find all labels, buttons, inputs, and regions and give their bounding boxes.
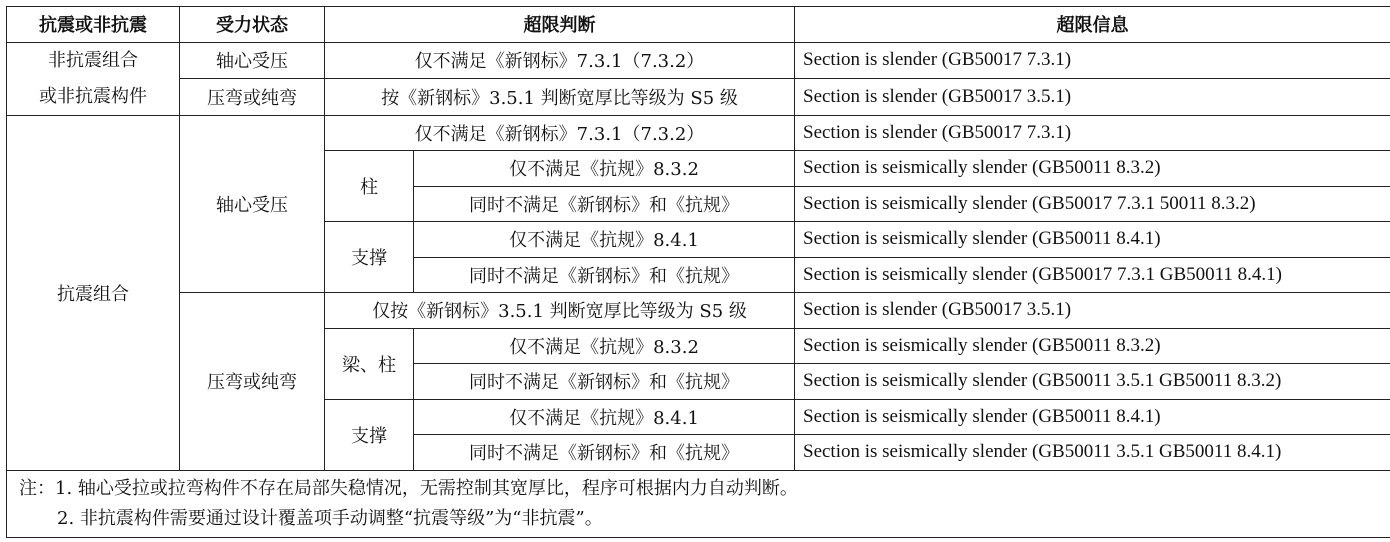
info-cell: Section is seismically slender (GB50017 7.3.1 GB50011 8.4.1) (795, 257, 1390, 293)
info-cell: Section is seismically slender (GB50017 7.3.1 50011 8.3.2) (795, 186, 1390, 222)
info-cell: Section is seismically slender (GB50011 3.5.1 GB50011 8.3.2) (795, 364, 1390, 400)
judge-cell: 仅不满足《新钢标》7.3.1（7.3.2） (325, 115, 795, 151)
nonseismic-label-line1: 非抗震组合 (48, 49, 138, 71)
info-cell: Section is slender (GB50017 7.3.1) (795, 115, 1390, 151)
member-cell: 柱 (325, 151, 414, 222)
info-cell: Section is slender (GB50017 3.5.1) (795, 293, 1390, 329)
header-seismic: 抗震或非抗震 (7, 7, 180, 43)
notes-cell (7, 470, 1390, 537)
info-cell: Section is seismically slender (GB50011 8.4.1) (795, 399, 1390, 435)
judge-cell: 按《新钢标》3.5.1 判断宽厚比等级为 S5 级 (325, 79, 795, 116)
judge-cell: 仅不满足《抗规》8.4.1 (414, 399, 795, 435)
stress-cell: 压弯或纯弯 (180, 79, 325, 116)
judge-cell: 同时不满足《新钢标》和《抗规》 (414, 186, 795, 222)
judge-cell: 同时不满足《新钢标》和《抗规》 (414, 257, 795, 293)
stress-cell: 压弯或纯弯 (180, 293, 325, 471)
table-row (7, 115, 1390, 151)
info-cell: Section is seismically slender (GB50011 3.5.1 GB50011 8.4.1) (795, 435, 1390, 471)
stress-cell: 轴心受压 (180, 115, 325, 293)
note-line-1: 注：1. 轴心受拉或拉弯构件不存在局部失稳情况，无需控制其宽厚比，程序可根据内力自动判断。 (19, 477, 798, 499)
member-cell: 梁、柱 (325, 328, 414, 399)
judge-cell: 仅不满足《新钢标》7.3.1（7.3.2） (325, 42, 795, 79)
note-line-2: 2. 非抗震构件需要通过设计覆盖项手动调整“抗震等级”为“非抗震”。 (57, 507, 603, 529)
notes-row (7, 470, 1390, 537)
header-info: 超限信息 (795, 7, 1390, 43)
judge-cell: 仅不满足《抗规》8.4.1 (414, 222, 795, 258)
judge-cell: 仅不满足《抗规》8.3.2 (414, 151, 795, 187)
info-cell: Section is seismically slender (GB50011 8.3.2) (795, 151, 1390, 187)
judge-cell: 仅按《新钢标》3.5.1 判断宽厚比等级为 S5 级 (325, 293, 795, 329)
table-row (7, 42, 1390, 79)
info-cell: Section is slender (GB50017 7.3.1) (795, 42, 1390, 79)
nonseismic-label-line2: 或非抗震构件 (39, 85, 147, 107)
nonseismic-label (7, 42, 180, 115)
member-cell: 支撑 (325, 222, 414, 293)
table-row (7, 293, 1390, 329)
member-cell: 支撑 (325, 399, 414, 470)
stress-cell: 轴心受压 (180, 42, 325, 79)
info-cell: Section is seismically slender (GB50011 8.3.2) (795, 328, 1390, 364)
info-cell: Section is slender (GB50017 3.5.1) (795, 79, 1390, 116)
slenderness-table (6, 6, 1390, 538)
seismic-label: 抗震组合 (7, 115, 180, 470)
info-cell: Section is seismically slender (GB50011 8.4.1) (795, 222, 1390, 258)
header-judge: 超限判断 (325, 7, 795, 43)
header-row (7, 7, 1390, 43)
header-stress: 受力状态 (180, 7, 325, 43)
judge-cell: 同时不满足《新钢标》和《抗规》 (414, 435, 795, 471)
table-row (7, 79, 1390, 116)
judge-cell: 同时不满足《新钢标》和《抗规》 (414, 364, 795, 400)
judge-cell: 仅不满足《抗规》8.3.2 (414, 328, 795, 364)
